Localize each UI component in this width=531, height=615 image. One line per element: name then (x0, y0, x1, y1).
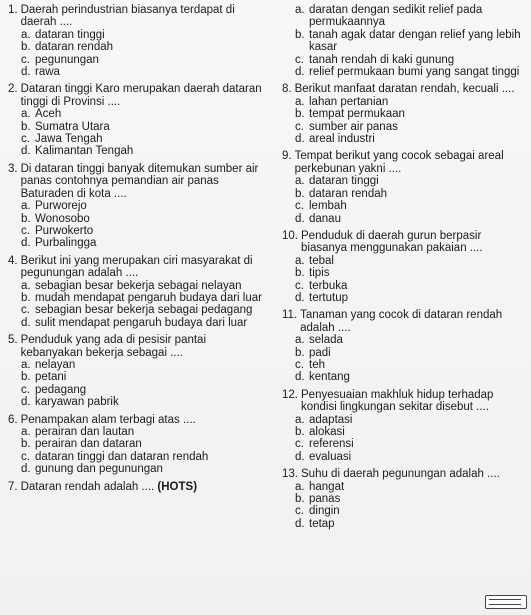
question-text (301, 230, 527, 255)
option-text: sebagian besar bekerja sebagai pedagang (35, 304, 253, 317)
option-text: sebagian besar bekerja sebagai nelayan (35, 279, 242, 292)
answer-option[interactable] (295, 438, 527, 450)
question-item (8, 481, 270, 493)
option-text: Wonosobo (35, 212, 90, 225)
option-text: Aceh (35, 108, 62, 121)
option-text: referensi (309, 438, 354, 451)
option-text: mudah mendapat pengaruh budaya dari luar (35, 291, 262, 304)
option-letter: b. (295, 187, 305, 200)
option-text: Kalimantan Tengah (35, 145, 134, 158)
question-item (8, 163, 270, 250)
question-stem (282, 389, 527, 414)
option-text: dataran rendah (309, 187, 388, 200)
option-text: karyawan pabrik (35, 396, 119, 409)
answer-option[interactable] (295, 414, 527, 426)
option-text: dingin (309, 505, 340, 518)
option-letter: b. (21, 212, 31, 225)
question-text (21, 255, 270, 280)
option-letter: c. (21, 450, 30, 463)
question-number: 8. (282, 83, 292, 96)
option-text: dataran tinggi (309, 175, 379, 188)
answer-option[interactable] (295, 66, 527, 78)
question-item (282, 150, 527, 224)
answer-option[interactable] (21, 463, 270, 475)
answer-option[interactable] (295, 108, 527, 120)
question-item (282, 4, 527, 78)
answer-option[interactable] (21, 426, 270, 438)
answer-option[interactable] (295, 200, 527, 212)
answer-option[interactable] (295, 451, 527, 463)
option-text: lembah (309, 200, 347, 213)
answer-option[interactable] (295, 4, 527, 29)
option-text: tanah agak datar dengan relief yang lebih kasar (309, 28, 521, 54)
answer-option[interactable] (21, 225, 270, 237)
option-letter: b. (21, 371, 31, 384)
question-text-body: Dataran tinggi Karo merupakan daerah dataran tinggi di Provinsi .... (20, 83, 262, 108)
answer-option[interactable] (295, 188, 527, 200)
option-text: hangat (309, 480, 345, 493)
hots-label: (HOTS) (157, 480, 198, 493)
option-letter: d. (295, 133, 305, 146)
option-letter: d. (295, 291, 305, 304)
question-number: 6. (8, 413, 18, 426)
answer-option[interactable] (21, 54, 270, 66)
answer-option[interactable] (295, 493, 527, 505)
option-text: tanah rendah di kaki gunung (309, 53, 455, 66)
question-text-body: Dataran rendah adalah .... (20, 480, 158, 493)
answer-option[interactable] (21, 292, 270, 304)
question-text-body: Suhu di daerah pegunungan adalah .... (301, 468, 500, 481)
option-text: gunung dan pegunungan (35, 463, 163, 476)
question-text (301, 468, 527, 480)
option-text: sulit mendapat pengaruh budaya dari luar (35, 316, 248, 329)
answer-option[interactable] (295, 213, 527, 225)
question-text (21, 163, 270, 200)
question-text (21, 4, 270, 29)
answer-option[interactable] (295, 334, 527, 346)
question-text (300, 309, 527, 334)
question-stem (8, 163, 270, 200)
question-item (8, 334, 270, 408)
option-text: daratan dengan sedikit relief pada permukaannya (309, 4, 483, 29)
option-text: relief permukaan bumi yang sangat tinggi (309, 66, 520, 79)
option-letter: c. (295, 438, 304, 451)
option-text: padi (309, 346, 331, 359)
answer-option[interactable] (295, 280, 527, 292)
question-number: 5. (8, 334, 18, 347)
question-item (282, 468, 527, 530)
answer-option[interactable] (21, 304, 270, 316)
question-item (282, 389, 527, 463)
question-number: 3. (8, 162, 18, 175)
option-text: nelayan (35, 358, 76, 371)
answer-option[interactable] (21, 121, 270, 133)
option-letter: d. (21, 66, 31, 79)
option-text: perairan dan lautan (35, 426, 135, 438)
option-letter: c. (21, 304, 30, 317)
answer-option[interactable] (295, 54, 527, 66)
question-text-body: Daerah perindustrian biasanya terdapat di daerah .... (20, 4, 235, 29)
option-letter: d. (295, 212, 305, 225)
option-letter: c. (21, 383, 30, 396)
answer-option[interactable] (21, 438, 270, 450)
option-text: dataran tinggi dan dataran rendah (35, 450, 209, 463)
question-number: 9. (282, 150, 292, 163)
option-letter: b. (295, 426, 305, 438)
option-letter: a. (21, 426, 31, 438)
question-text (21, 83, 270, 108)
question-stem (282, 468, 527, 480)
answer-option[interactable] (21, 384, 270, 396)
answer-option[interactable] (21, 280, 270, 292)
answer-option[interactable] (295, 175, 527, 187)
question-number: 13. (282, 468, 298, 481)
answer-option[interactable] (21, 317, 270, 329)
answer-option[interactable] (295, 133, 527, 145)
option-letter: a. (295, 480, 305, 493)
option-letter: d. (21, 463, 31, 476)
right-column (282, 4, 527, 535)
question-text-body: Berikut manfaat daratan rendah, kecuali .... (294, 83, 515, 96)
option-text: Sumatra Utara (35, 120, 110, 133)
question-stem (282, 83, 527, 95)
question-text (301, 389, 527, 414)
corner-mark-icon (485, 595, 527, 609)
question-stem (8, 255, 270, 280)
option-letter: c. (295, 200, 304, 213)
option-text: Purwokerto (35, 224, 94, 237)
option-letter: b. (295, 108, 305, 121)
option-letter: a. (21, 358, 31, 371)
option-text: tetap (309, 517, 335, 530)
option-text: evaluasi (309, 450, 352, 463)
answer-option[interactable] (295, 121, 527, 133)
question-number: 10. (282, 229, 298, 242)
option-text: tertutup (309, 291, 348, 304)
question-text-body: Tempat berikut yang cocok sebagai areal perkebunan yakni .... (294, 150, 504, 175)
option-text: rawa (35, 66, 60, 79)
option-letter: c. (21, 224, 30, 237)
answer-option[interactable] (295, 267, 527, 279)
question-stem (8, 334, 270, 359)
option-letter: c. (21, 53, 30, 66)
option-letter: a. (21, 108, 31, 121)
option-text: terbuka (309, 279, 348, 292)
option-text: adaptasi (309, 413, 353, 426)
option-letter: a. (295, 4, 305, 16)
option-letter: d. (21, 145, 31, 158)
option-text: alokasi (309, 426, 345, 438)
option-letter: a. (295, 95, 305, 108)
question-stem (8, 481, 270, 493)
question-stem (8, 414, 270, 426)
option-text: Purworejo (35, 200, 87, 213)
answer-option[interactable] (21, 41, 270, 53)
option-text: Purbalingga (35, 237, 97, 250)
question-item (282, 230, 527, 304)
question-text (295, 83, 527, 95)
answer-option[interactable] (295, 371, 527, 383)
option-text: Jawa Tengah (35, 133, 103, 146)
question-item (8, 4, 270, 78)
option-text: pedagang (35, 383, 87, 396)
option-text: kentang (309, 371, 350, 384)
question-text-body: Penyesuaian makhluk hidup terhadap kondisi lingkungan sekitar disebut .... (301, 388, 494, 414)
option-letter: d. (21, 396, 31, 409)
option-letter: c. (295, 53, 304, 66)
question-item (8, 414, 270, 476)
answer-option[interactable] (295, 518, 527, 530)
option-letter: b. (21, 41, 31, 54)
option-letter: c. (295, 505, 304, 518)
question-stem (282, 150, 527, 175)
option-text: lahan pertanian (309, 95, 389, 108)
option-letter: b. (295, 28, 305, 41)
question-text-body: Di dataran tinggi banyak ditemukan sumber air panas contohnya pemandian air panas Baturaden di kota .... (20, 162, 259, 200)
option-letter: d. (295, 517, 305, 530)
question-text-body: Berikut ini yang merupakan ciri masyarakat di pegunungan adalah .... (20, 254, 253, 280)
option-letter: d. (295, 66, 305, 79)
answer-option[interactable] (295, 481, 527, 493)
question-text (295, 150, 527, 175)
question-text (21, 334, 270, 359)
question-number: 12. (282, 388, 298, 401)
question-item (8, 255, 270, 329)
option-text: perairan dan dataran (35, 438, 142, 451)
option-text: dataran rendah (35, 41, 114, 54)
option-letter: c. (21, 133, 30, 146)
answer-option[interactable] (21, 359, 270, 371)
option-letter: a. (295, 254, 305, 267)
question-text (21, 414, 270, 426)
option-letter: d. (295, 450, 305, 463)
question-number: 1. (8, 4, 18, 16)
answer-option[interactable] (295, 255, 527, 267)
answer-option[interactable] (295, 426, 527, 438)
question-number: 7. (8, 480, 18, 493)
answer-option[interactable] (21, 66, 270, 78)
answer-option[interactable] (21, 133, 270, 145)
option-letter: c. (295, 358, 304, 371)
answer-option[interactable] (21, 29, 270, 41)
option-letter: b. (21, 291, 31, 304)
option-letter: a. (295, 413, 305, 426)
option-letter: a. (21, 200, 31, 213)
option-text: tempat permukaan (309, 108, 405, 121)
question-number: 11. (282, 309, 298, 322)
option-text: selada (309, 334, 343, 347)
option-text: pegunungan (35, 53, 99, 66)
answer-option[interactable] (21, 237, 270, 249)
option-text: tipis (309, 267, 330, 280)
question-stem (282, 230, 527, 255)
option-letter: d. (295, 371, 305, 384)
answer-option[interactable] (295, 505, 527, 517)
option-text: petani (35, 371, 67, 384)
option-letter: c. (295, 120, 304, 133)
answer-option[interactable] (295, 347, 527, 359)
answer-option[interactable] (21, 451, 270, 463)
question-item (282, 83, 527, 145)
option-letter: a. (21, 279, 31, 292)
question-number: 2. (8, 83, 18, 96)
option-text: dataran tinggi (35, 28, 105, 41)
option-text: panas (309, 493, 341, 506)
question-stem (8, 83, 270, 108)
option-letter: d. (21, 237, 31, 250)
answer-option[interactable] (21, 108, 270, 120)
option-letter: d. (21, 316, 31, 329)
question-text-body: Penampakan alam terbagi atas .... (20, 413, 196, 426)
option-letter: b. (295, 267, 305, 280)
option-text: areal industri (309, 133, 375, 146)
question-number: 4. (8, 254, 18, 267)
question-text-body: Tanaman yang cocok di dataran rendah adalah .... (300, 309, 503, 334)
option-text: sumber air panas (309, 120, 398, 133)
option-text: tebal (309, 254, 334, 267)
option-letter: a. (21, 28, 31, 41)
answer-option[interactable] (295, 292, 527, 304)
option-letter: c. (295, 279, 304, 292)
option-letter: b. (21, 438, 31, 451)
answer-option[interactable] (295, 29, 527, 54)
question-text-body: Penduduk yang ada di pesisir pantai kebanyakan bekerja sebagai .... (20, 334, 207, 359)
answer-option[interactable] (21, 396, 270, 408)
answer-option[interactable] (21, 145, 270, 157)
answer-option[interactable] (21, 200, 270, 212)
question-item (282, 309, 527, 383)
option-letter: b. (295, 493, 305, 506)
left-column (8, 4, 270, 498)
question-stem (282, 309, 527, 334)
answer-option[interactable] (295, 96, 527, 108)
question-stem (8, 4, 270, 29)
answer-option[interactable] (295, 359, 527, 371)
question-item (8, 83, 270, 157)
answer-option[interactable] (21, 371, 270, 383)
question-text-body: Penduduk di daerah gurun berpasir biasanya menggunakan pakaian .... (301, 229, 483, 255)
question-text (21, 481, 270, 493)
answer-option[interactable] (21, 213, 270, 225)
option-letter: a. (295, 334, 305, 347)
option-letter: a. (295, 175, 305, 188)
option-text: danau (309, 212, 341, 225)
option-letter: b. (21, 120, 31, 133)
option-letter: b. (295, 346, 305, 359)
option-text: teh (309, 358, 325, 371)
